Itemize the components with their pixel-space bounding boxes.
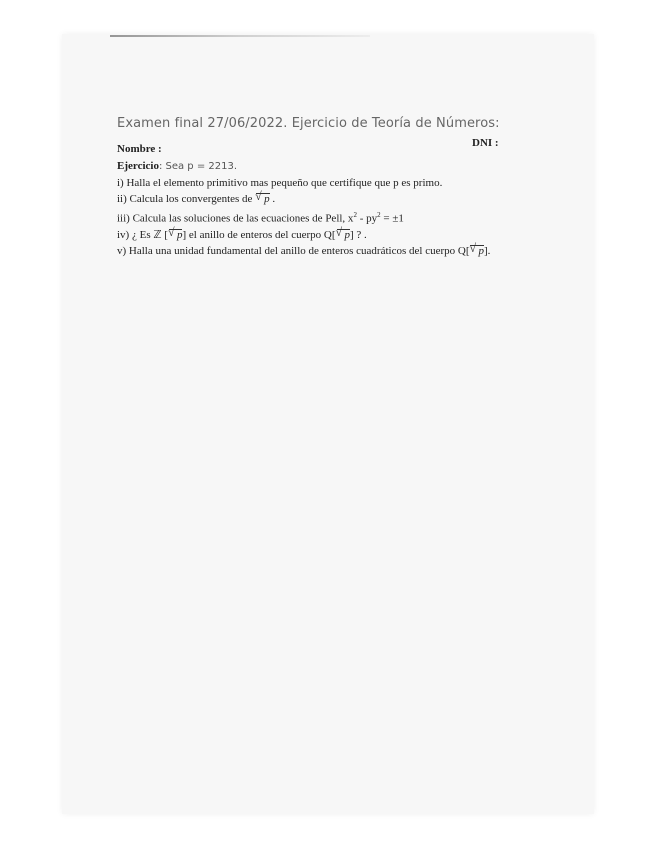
item-iii-mid: - py (356, 212, 378, 225)
item-iii (117, 207, 537, 227)
item-iv-mid: ] el anillo de enteros del cuerpo Q[ (182, 228, 336, 241)
item-iv-suffix: ] ? . (350, 228, 367, 241)
student-info-row (117, 139, 537, 155)
sqrt-radicand: p (344, 228, 350, 241)
ejercicio-intro-text: : Sea p = 2213. (158, 161, 238, 172)
item-i: i) Halla el elemento primitivo mas pequeño que certifique que p es primo. (117, 177, 443, 189)
exam-content (117, 116, 537, 259)
sqrt-radicand: p (264, 193, 270, 205)
exercise-list (117, 158, 537, 259)
item-iii-prefix: iii) Calcula las soluciones de las ecuaciones de Pell, x (117, 212, 354, 225)
item-iv-prefix: iv) ¿ Es ℤ [ (117, 228, 168, 241)
sqrt-radicand: p (478, 244, 484, 257)
item-ii (117, 191, 537, 207)
sqrt-p (337, 229, 351, 241)
exercise-intro (117, 158, 537, 175)
item-iii-exp1: 2 (353, 211, 357, 219)
dni-label: DNI : (472, 137, 499, 149)
nombre-label: Nombre : (117, 143, 162, 155)
sqrt-p (256, 193, 270, 205)
item-iii-suffix: = ±1 (380, 212, 404, 225)
item-v (117, 243, 537, 259)
item-v-prefix: v) Halla una unidad fundamental del anillo de enteros cuadráticos del cuerpo Q[ (117, 244, 470, 257)
sqrt-p (470, 245, 484, 257)
item-v-suffix: ]. (483, 244, 491, 257)
ejercicio-label: Ejercicio (117, 160, 159, 172)
sqrt-radicand: p (176, 228, 183, 241)
exam-title: Examen final 27/06/2022. Ejercicio de Teoría de Números: (117, 116, 500, 131)
item-iii-exp2: 2 (377, 211, 381, 219)
item-ii-prefix: ii) Calcula los convergentes de (117, 193, 253, 205)
sqrt-p (169, 229, 183, 241)
scan-edge-line (110, 35, 370, 37)
item-ii-suffix: . (272, 193, 276, 205)
